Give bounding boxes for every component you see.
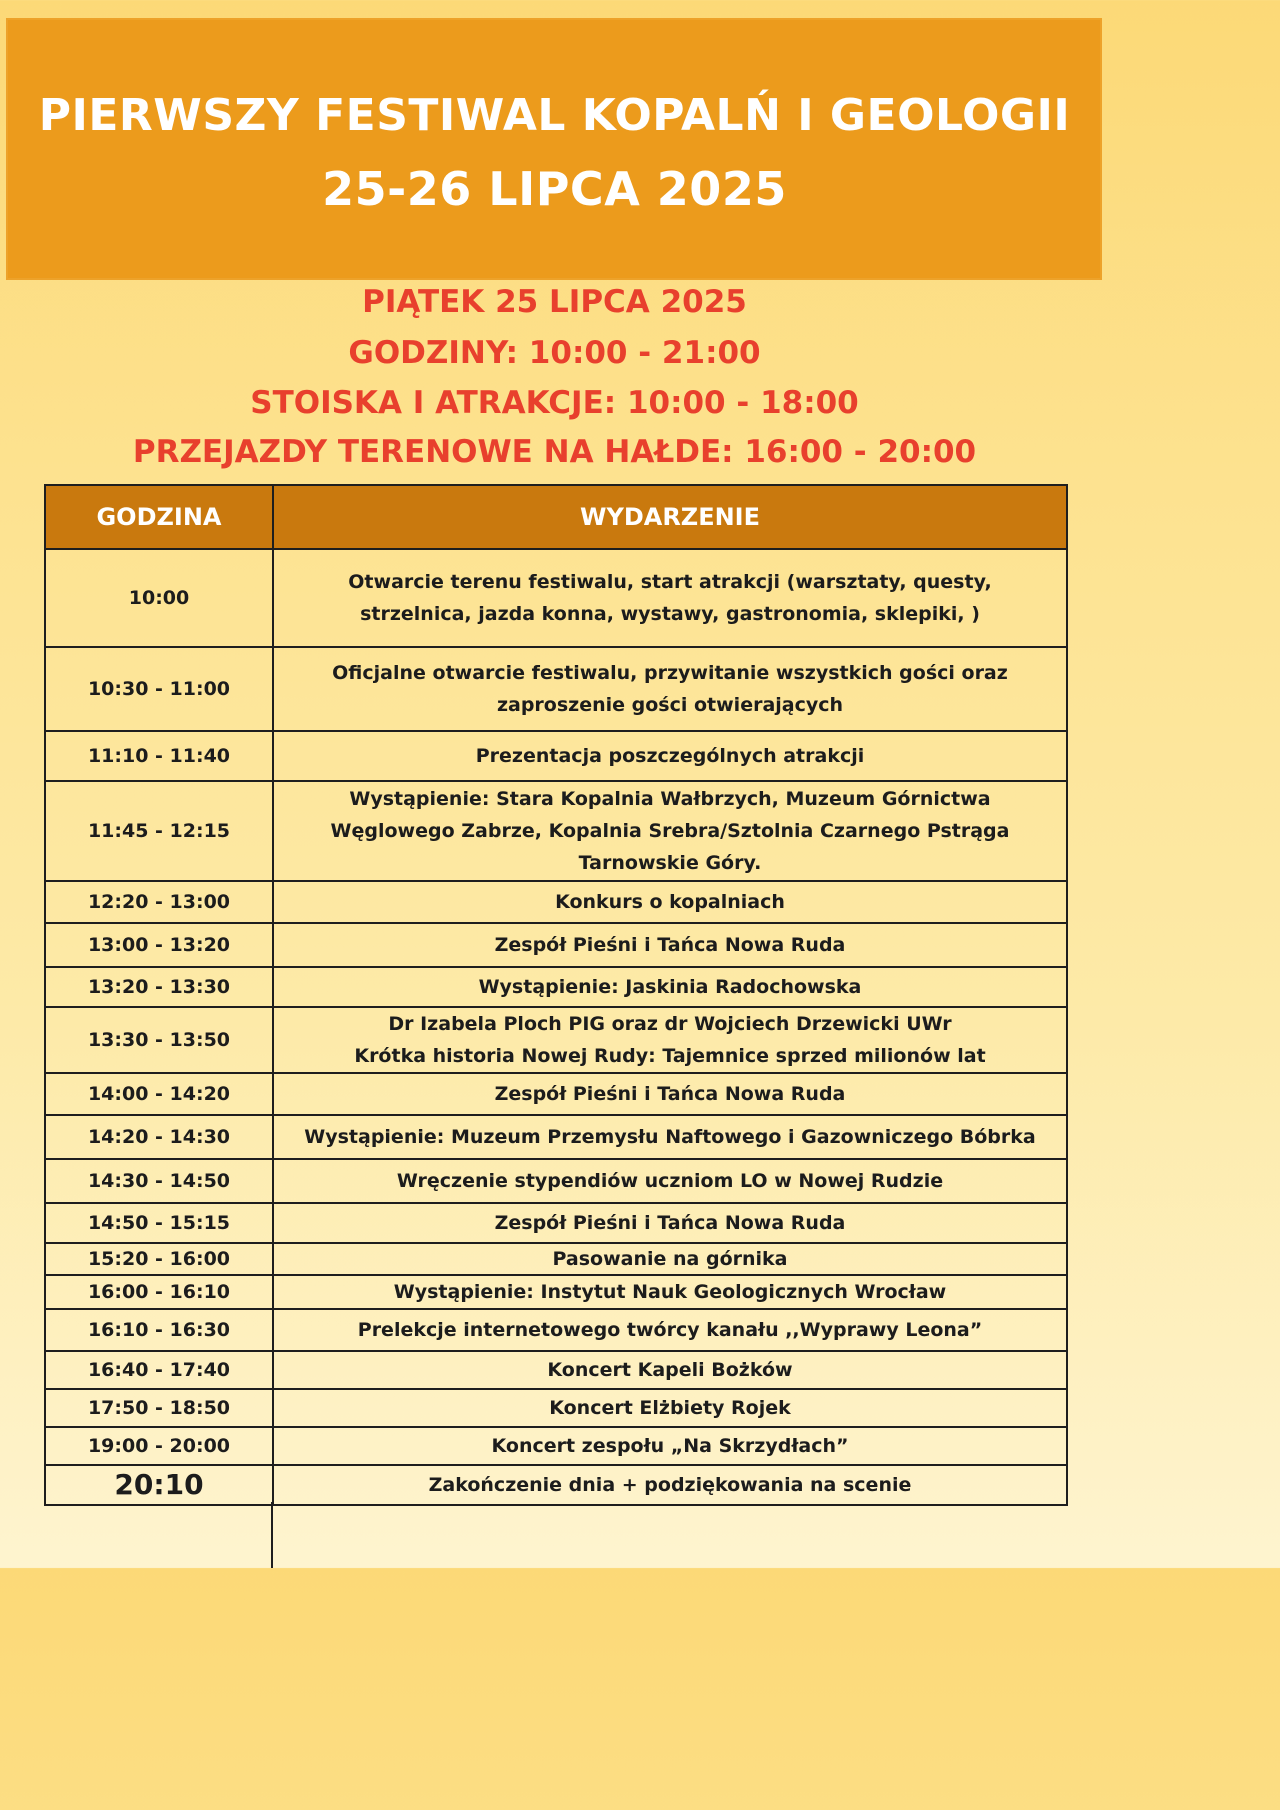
row-time: 14:50 - 15:15 [45, 1203, 273, 1243]
offroad-rides-hours: PRZEJAZDY TERENOWE NA HAŁDE: 16:00 - 20:00 [132, 434, 977, 470]
event-line: Wręczenie stypendiów uczniom LO w Nowej Rudzie [396, 1170, 944, 1192]
row-time: 15:20 - 16:00 [45, 1243, 273, 1275]
row-event [273, 781, 1067, 881]
event-line: Koncert zespołu „Na Skrzydłach” [491, 1435, 849, 1457]
festival-dates: 25-26 LIPCA 2025 [322, 162, 787, 216]
row-event [273, 1351, 1067, 1389]
column-header-time: GODZINA [45, 485, 273, 549]
table-header-row [45, 485, 1067, 549]
row-time: 13:00 - 13:20 [45, 923, 273, 967]
stands-hours: STOISKA I ATRAKCJE: 10:00 - 18:00 [250, 385, 859, 421]
table-row [45, 1203, 1067, 1243]
row-event [273, 881, 1067, 923]
event-line: Węglowego Zabrze, Kopalnia Srebra/Sztolnia Czarnego Pstrąga [330, 820, 1010, 842]
row-time: 17:50 - 18:50 [45, 1389, 273, 1427]
table-row [45, 1115, 1067, 1159]
event-line: Zespół Pieśni i Tańca Nowa Ruda [494, 934, 846, 956]
festival-title: PIERWSZY FESTIWAL KOPALŃ I GEOLOGII [38, 90, 1071, 141]
table-row [45, 881, 1067, 923]
row-event [273, 1309, 1067, 1351]
event-line: Zespół Pieśni i Tańca Nowa Ruda [494, 1212, 846, 1234]
event-line: Tarnowskie Góry. [578, 852, 762, 874]
row-time: 19:00 - 20:00 [45, 1427, 273, 1465]
table-row [45, 1309, 1067, 1351]
event-line: Zespół Pieśni i Tańca Nowa Ruda [494, 1083, 846, 1105]
table-row [45, 781, 1067, 881]
event-line: Krótka historia Nowej Rudy: Tajemnice sprzed milionów lat [354, 1045, 986, 1067]
row-event [273, 1275, 1067, 1309]
row-event [273, 1115, 1067, 1159]
table-row [45, 1073, 1067, 1115]
event-line: Zakończenie dnia + podziękowania na scenie [428, 1474, 912, 1496]
row-time: 12:20 - 13:00 [45, 881, 273, 923]
event-line: zaproszenie gości otwierających [496, 694, 844, 716]
day-date: PIĄTEK 25 LIPCA 2025 [362, 284, 747, 320]
table-row [45, 1389, 1067, 1427]
row-event [273, 1007, 1067, 1073]
table-row [45, 923, 1067, 967]
event-line: Wystąpienie: Jaskinia Radochowska [478, 976, 862, 998]
event-line: Prezentacja poszczególnych atrakcji [475, 745, 865, 767]
table-row [45, 1427, 1067, 1465]
table-row [45, 731, 1067, 781]
event-line: Prelekcje internetowego twórcy kanału ,,Wyprawy Leona” [357, 1319, 983, 1341]
row-time: 14:00 - 14:20 [45, 1073, 273, 1115]
table-row [45, 967, 1067, 1007]
table-row [45, 549, 1067, 647]
row-time: 16:00 - 16:10 [45, 1275, 273, 1309]
event-line: Otwarcie terenu festiwalu, start atrakcji (warsztaty, questy, [348, 571, 992, 593]
row-time: 16:40 - 17:40 [45, 1351, 273, 1389]
event-line: Pasowanie na górnika [552, 1248, 788, 1270]
event-line: Wystąpienie: Stara Kopalnia Wałbrzych, Muzeum Górnictwa [349, 788, 991, 810]
row-time: 11:10 - 11:40 [45, 731, 273, 781]
event-line: Oficjalne otwarcie festiwalu, przywitanie wszystkich gości oraz [332, 662, 1008, 684]
event-line: Wystąpienie: Instytut Nauk Geologicznych Wrocław [393, 1281, 947, 1303]
row-event [273, 1203, 1067, 1243]
event-line: Wystąpienie: Muzeum Przemysłu Naftowego i Gazowniczego Bóbrka [304, 1126, 1036, 1148]
table-row [45, 1275, 1067, 1309]
row-event [273, 549, 1067, 647]
column-header-event: WYDARZENIE [273, 485, 1067, 549]
event-line: Dr Izabela Ploch PIG oraz dr Wojciech Drzewicki UWr [388, 1013, 952, 1035]
row-event [273, 1073, 1067, 1115]
schedule-table [44, 484, 1068, 1506]
row-event [273, 1389, 1067, 1427]
row-event [273, 1159, 1067, 1203]
table-row [45, 1351, 1067, 1389]
table-row [45, 1465, 1067, 1505]
table-row [45, 647, 1067, 731]
table-row [45, 1007, 1067, 1073]
row-event [273, 647, 1067, 731]
row-time: 13:30 - 13:50 [45, 1007, 273, 1073]
row-event [273, 967, 1067, 1007]
day-hours: GODZINY: 10:00 - 21:00 [348, 335, 761, 371]
row-event [273, 923, 1067, 967]
row-time: 14:20 - 14:30 [45, 1115, 273, 1159]
row-event [273, 1465, 1067, 1505]
event-line: Koncert Kapeli Bożków [547, 1359, 793, 1381]
row-event [273, 1243, 1067, 1275]
row-event [273, 1427, 1067, 1465]
title-banner [8, 20, 1100, 278]
table-row [45, 1243, 1067, 1275]
row-time: 10:00 [45, 549, 273, 647]
row-time: 16:10 - 16:30 [45, 1309, 273, 1351]
row-time: 14:30 - 14:50 [45, 1159, 273, 1203]
row-time: 13:20 - 13:30 [45, 967, 273, 1007]
row-time: 20:10 [45, 1465, 273, 1505]
row-time: 11:45 - 12:15 [45, 781, 273, 881]
row-event [273, 731, 1067, 781]
row-time: 10:30 - 11:00 [45, 647, 273, 731]
event-line: Koncert Elżbiety Rojek [549, 1397, 791, 1419]
event-line: Konkurs o kopalniach [555, 891, 785, 913]
event-line: strzelnica, jazda konna, wystawy, gastronomia, sklepiki, ) [360, 603, 980, 625]
column-divider-extension [271, 1502, 273, 1568]
table-row [45, 1159, 1067, 1203]
